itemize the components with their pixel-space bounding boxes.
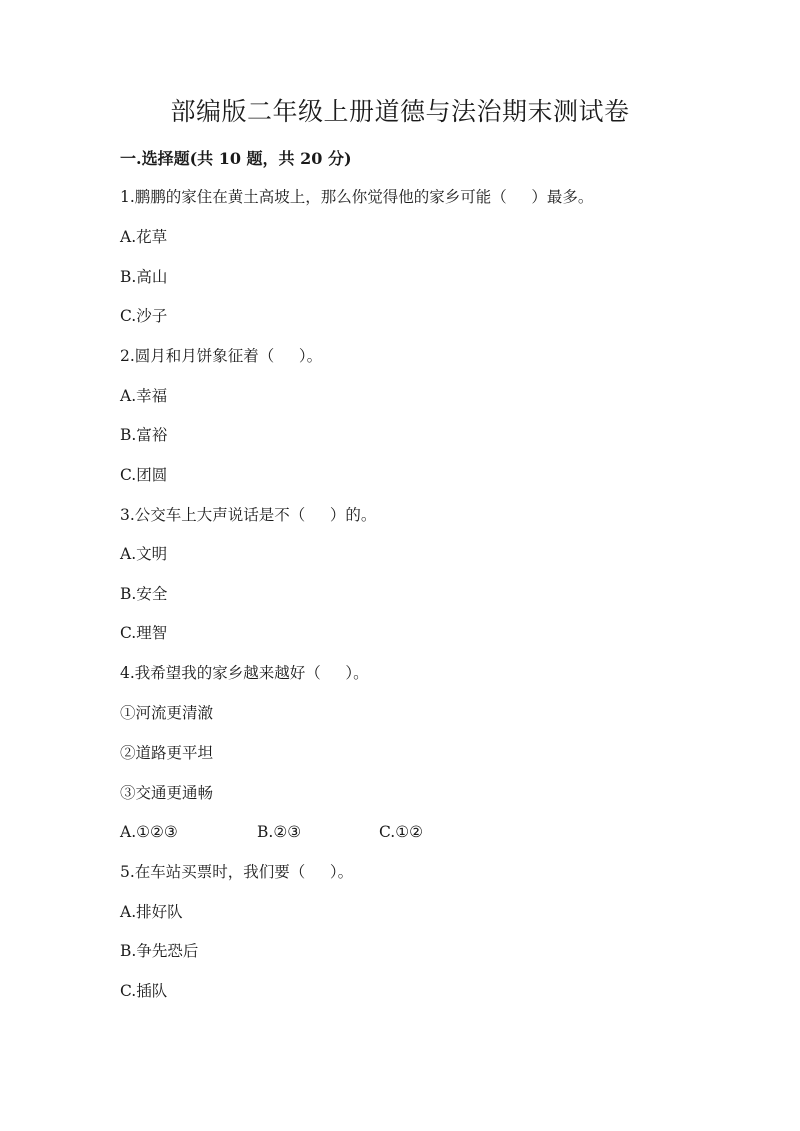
- question-5-option-c: C.插队: [120, 982, 168, 1000]
- question-1-stem: 1.鹏鹏的家住在黄土高坡上，那么你觉得他的家乡可能（ ）最多。: [120, 188, 594, 206]
- question-4-option-c: C.①②: [379, 823, 424, 841]
- question-4-statement-1: ①河流更清澈: [120, 704, 214, 722]
- question-4-option-a: A.①②③: [120, 823, 178, 841]
- question-3-option-c: C.理智: [120, 624, 168, 642]
- question-5-stem: 5.在车站买票时，我们要（ ）。: [120, 863, 354, 881]
- question-3-stem: 3.公交车上大声说话是不（ ）的。: [120, 506, 377, 524]
- question-2-option-a: A.幸福: [120, 387, 168, 405]
- question-2-stem: 2.圆月和月饼象征着（ ）。: [120, 347, 323, 365]
- question-4-statement-2: ②道路更平坦: [120, 744, 214, 762]
- question-1-option-c: C.沙子: [120, 307, 168, 325]
- question-4-option-b: B.②③: [257, 823, 302, 841]
- question-2-option-c: C.团圆: [120, 466, 168, 484]
- page-title: 部编版二年级上册道德与法治期末测试卷: [170, 97, 630, 126]
- question-1-option-a: A.花草: [120, 228, 168, 246]
- question-5-option-a: A.排好队: [120, 903, 183, 921]
- section-heading: 一.选择题(共 10 题，共 20 分): [120, 149, 352, 168]
- question-3-option-a: A.文明: [120, 545, 168, 563]
- question-4-statement-3: ③交通更通畅: [120, 784, 214, 802]
- question-1-option-b: B.高山: [120, 268, 168, 286]
- question-3-option-b: B.安全: [120, 585, 168, 603]
- question-4-stem: 4.我希望我的家乡越来越好（ ）。: [120, 664, 369, 682]
- question-2-option-b: B.富裕: [120, 426, 168, 444]
- question-5-option-b: B.争先恐后: [120, 942, 199, 960]
